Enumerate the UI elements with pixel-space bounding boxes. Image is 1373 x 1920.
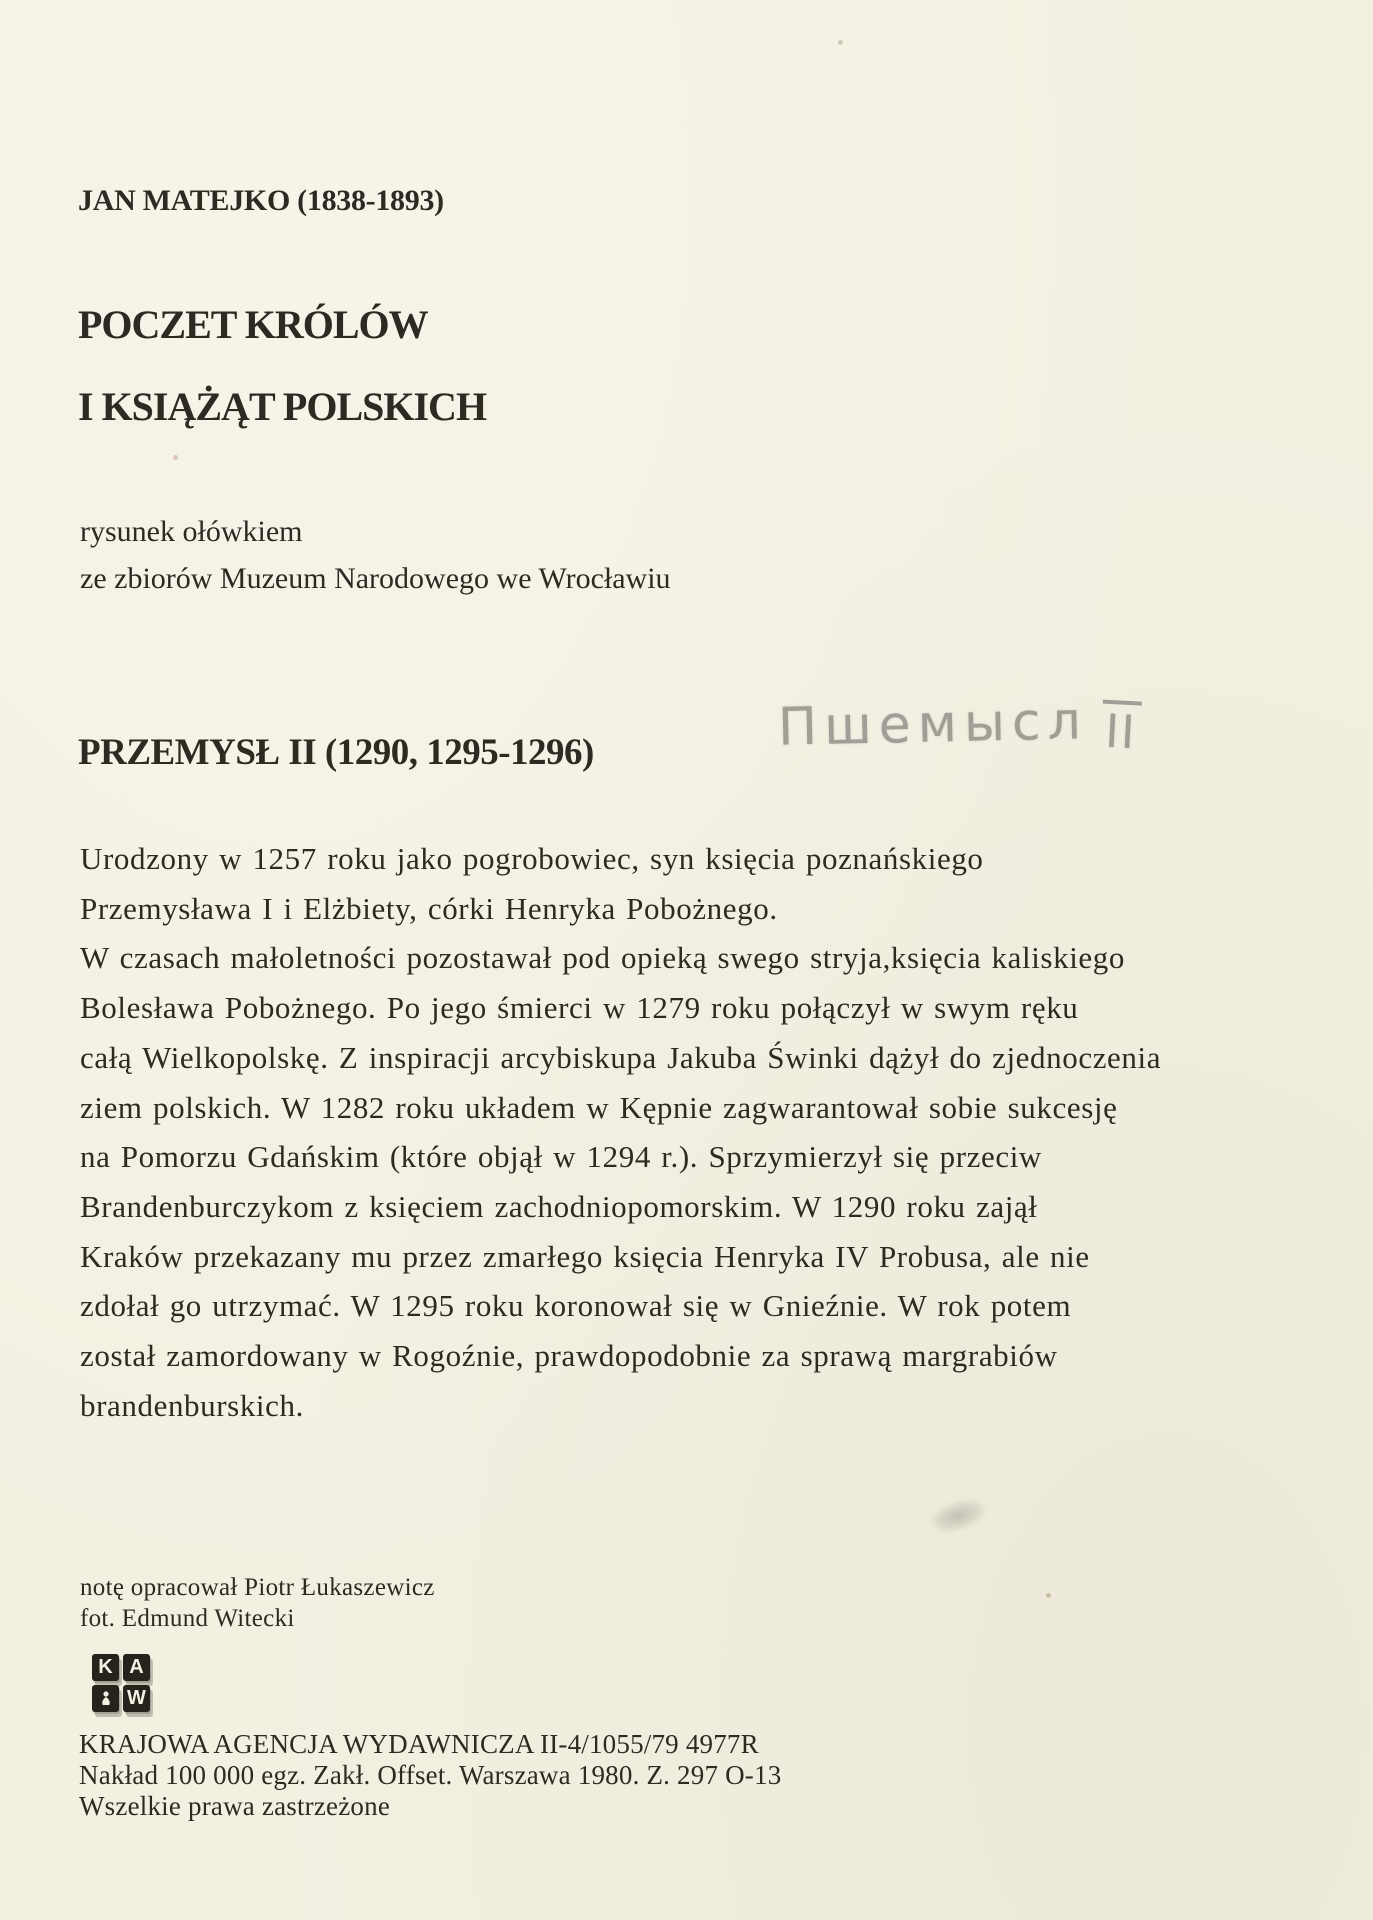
- kaw-publisher-logo: [92, 1654, 150, 1712]
- handwritten-annotation: [777, 690, 1141, 758]
- body-line: W czasach małoletności pozostawał pod opieką swego stryja,księcia kaliskiego: [80, 940, 1125, 976]
- body-line: zdołał go utrzymać. W 1295 roku koronował się w Gnieźnie. W rok potem: [80, 1288, 1072, 1324]
- logo-tile-w: W: [123, 1685, 150, 1712]
- imprint-block: [79, 1729, 781, 1822]
- syrenka-mermaid-icon: [97, 1690, 115, 1708]
- paper-speck: [1046, 1593, 1051, 1598]
- body-line: Urodzony w 1257 roku jako pogrobowiec, syn księcia poznańskiego: [80, 841, 984, 876]
- entry-heading: PRZEMYSŁ II (1290, 1295-1296): [78, 732, 594, 773]
- imprint-line-rights: Wszelkie prawa zastrzeżone: [79, 1791, 391, 1821]
- biography-paragraph: [80, 834, 1161, 1430]
- body-line: na Pomorzu Gdańskim (które objął w 1294 r.). Sprzymierzył się przeciw: [80, 1139, 1042, 1175]
- credits-block: [80, 1572, 435, 1634]
- series-title-line-1: POCZET KRÓLÓW: [78, 302, 428, 347]
- body-line: został zamordowany w Rogoźnie, prawdopodobnie za sprawą margrabiów: [80, 1338, 1058, 1374]
- body-line: Kraków przekazany mu przez zmarłego księcia Henryka IV Probusa, ale nie: [80, 1238, 1090, 1274]
- logo-tile-k: K: [92, 1654, 119, 1681]
- photo-credit-line: fot. Edmund Witecki: [80, 1605, 295, 1632]
- imprint-line-agency: KRAJOWA AGENCJA WYDAWNICZA II-4/1055/79 4977R: [79, 1729, 759, 1759]
- series-title-line-2: I KSIĄŻĄT POLSKICH: [78, 384, 487, 429]
- note-credit-line: notę opracował Piotr Łukaszewicz: [80, 1574, 435, 1601]
- imprint-line-edition: Nakład 100 000 egz. Zakł. Offset. Warszawa 1980. Z. 297 O-13: [79, 1760, 782, 1790]
- body-line: ziem polskich. W 1282 roku układem w Kępnie zagwarantował sobie sukcesję: [80, 1089, 1118, 1125]
- artist-line: JAN MATEJKO (1838-1893): [78, 184, 444, 217]
- handwritten-name: Пшемысл: [777, 691, 1089, 758]
- medium-line: rysunek ołówkiem: [80, 515, 303, 548]
- paper-speck: [173, 455, 178, 460]
- body-line: całą Wielkopolskę. Z inspiracji arcybiskupa Jakuba Świnki dążył do zjednoczenia: [80, 1039, 1162, 1075]
- handwritten-numeral: II: [1100, 700, 1142, 762]
- paper-speck: [838, 40, 843, 45]
- logo-tile-syrenka: [92, 1685, 119, 1712]
- paper-smudge: [914, 1485, 1002, 1548]
- body-line: brandenburskich.: [80, 1387, 304, 1423]
- logo-tile-a: A: [123, 1654, 150, 1681]
- body-line: Przemysława I i Elżbiety, córki Henryka Pobożnego.: [80, 890, 778, 926]
- collection-line: ze zbiorów Muzeum Narodowego we Wrocławiu: [80, 562, 671, 595]
- body-line: Bolesława Pobożnego. Po jego śmierci w 1279 roku połączył w swym ręku: [80, 990, 1079, 1026]
- body-line: Brandenburczykom z księciem zachodniopomorskim. W 1290 roku zajął: [80, 1188, 1038, 1224]
